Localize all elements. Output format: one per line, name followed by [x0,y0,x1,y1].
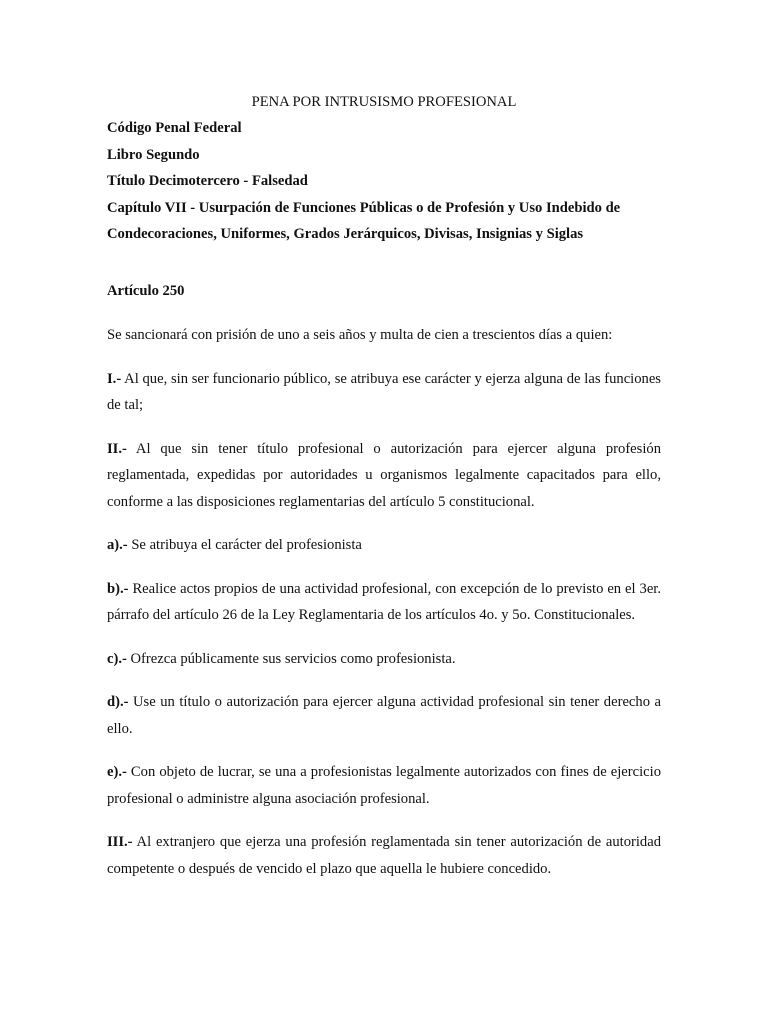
heading-chapter: Capítulo VII - Usurpación de Funciones Públicas o de Profesión y Uso Indebido de Condecoraciones, Uniformes, Grados Jerárquicos, Divisas, Insignias y Siglas [107,199,621,242]
item-text: Al que, sin ser funcionario público, se atribuya ese carácter y ejerza alguna de las funciones de tal; [107,370,661,413]
item-label: e).- [107,764,127,780]
item-label: I.- [107,370,122,387]
item-label: II.- [107,440,127,457]
list-item [107,829,661,882]
list-item [107,646,661,673]
item-text: Ofrezca públicamente sus servicios como profesionista. [126,650,456,667]
item-label: c).- [107,650,127,667]
item-text: Realice actos propios de una actividad profesional, con excepción de lo previsto en el 3er. párrafo del artículo 26 de la Ley Reglamentaria de los artículos 4o. y 5o. Constitucionales. [107,580,661,623]
item-text: Se atribuya el carácter del profesionista [127,537,362,553]
list-item [107,759,661,812]
item-label: d).- [107,694,129,710]
heading-book: Libro Segundo [107,146,200,163]
list-item [107,576,661,629]
heading-title: Título Decimotercero - Falsedad [107,173,308,189]
article-number: Artículo 250 [107,282,185,299]
list-item [107,436,661,516]
item-text: Use un título o autorización para ejercer alguna actividad profesional sin tener derecho a ello. [107,694,661,737]
item-text: Al que sin tener título profesional o autorización para ejercer alguna profesión reglamentada, expedidas por autoridades u organismos legalmente capacitados para ello, conforme a las disposiciones reglamentarias del artículo 5 constitucional. [107,440,661,510]
document-title: PENA POR INTRUSISMO PROFESIONAL [251,94,517,110]
list-item [107,532,661,559]
article-intro: Se sancionará con prisión de uno a seis años y multa de cien a trescientos días a quien: [107,327,613,343]
list-item [107,689,661,742]
list-item [107,366,661,419]
item-label: III.- [107,834,133,850]
item-label: a).- [107,537,128,553]
item-text: Con objeto de lucrar, se una a profesionistas legalmente autorizados con fines de ejercicio profesional o administre alguna asociación profesional. [107,764,661,807]
heading-code: Código Penal Federal [107,120,242,136]
item-text: Al extranjero que ejerza una profesión reglamentada sin tener autorización de autoridad competente o después de vencido el plazo que aquella le hubiere concedido. [107,834,661,877]
item-label: b).- [107,580,129,597]
document-page [107,90,661,882]
